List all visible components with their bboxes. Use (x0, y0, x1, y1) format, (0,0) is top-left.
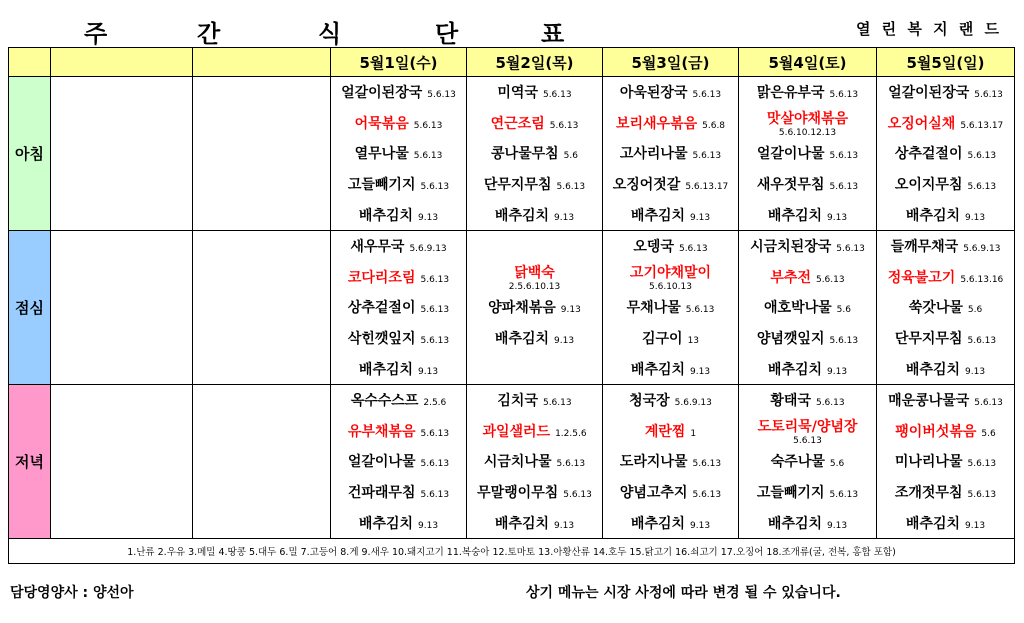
meal-row (9, 230, 1015, 384)
menu-item-name: 보리새우볶음 (615, 115, 698, 132)
menu-item-name: 오징어젓갈 (612, 177, 681, 194)
allergen-codes: 5.6.13 (967, 182, 997, 193)
menu-item (467, 507, 602, 538)
menu-item-name: 배추김치 (767, 515, 823, 532)
menu-item (877, 446, 1014, 477)
menu-item (603, 231, 738, 262)
allergen-codes: 5.6.13 (692, 459, 722, 470)
menu-item-name: 배추김치 (905, 515, 961, 532)
menu-item-name: 콩나물무침 (491, 146, 559, 163)
menu-item-name: 양파채볶음 (488, 300, 556, 317)
menu-item-name: 코다리조림 (347, 269, 416, 286)
menu-item-name: 맑은유부국 (756, 85, 825, 102)
title-char: 식 (318, 20, 342, 48)
allergen-codes: 5.6.9.13 (674, 398, 712, 409)
menu-item-name: 미나리나물 (894, 454, 963, 471)
menu-item-name: 무말랭이무침 (477, 485, 559, 502)
allergen-codes: 5.6 (563, 151, 578, 162)
menu-item (331, 292, 466, 323)
day-menu-cell (877, 77, 1015, 231)
day-menu-cell (331, 77, 467, 231)
title-char: 주 (84, 20, 108, 48)
menu-item (331, 77, 466, 108)
menu-item (467, 169, 602, 200)
menu-item (331, 138, 466, 169)
allergen-codes: 9.13 (560, 305, 581, 316)
allergen-codes: 5.6.13 (692, 490, 722, 501)
menu-item-name: 배추김치 (767, 207, 823, 224)
allergen-codes: 5.6 (836, 305, 851, 316)
allergen-codes: 5.6.13 (967, 459, 997, 470)
organization-name: 열 린 복 지 랜 드 (855, 20, 1002, 38)
menu-item (877, 292, 1014, 323)
menu-item (877, 108, 1014, 139)
allergen-codes: 5.6.13 (692, 90, 722, 101)
menu-item (603, 199, 738, 230)
allergen-codes: 9.13 (418, 520, 439, 531)
menu-item (603, 262, 738, 293)
day-menu-cell (739, 77, 877, 231)
menu-item (877, 262, 1014, 293)
menu-item-name: 배추김치 (630, 515, 686, 532)
title-char: 간 (197, 20, 221, 48)
menu-item (739, 292, 876, 323)
menu-item (739, 262, 876, 293)
menu-item-name: 연근조림 (490, 115, 545, 132)
allergen-codes: 9.13 (418, 366, 439, 377)
menu-item-name: 미역국 (497, 85, 538, 102)
day-menu-cell (467, 230, 603, 384)
header-blank (193, 48, 331, 77)
menu-item-name: 배추김치 (767, 361, 823, 378)
allergen-codes: 5.6.13 (542, 90, 572, 101)
menu-item (877, 477, 1014, 508)
day-menu-cell (603, 230, 739, 384)
menu-item-name: 배추김치 (905, 361, 961, 378)
day-header: 5월2일(목) (467, 48, 603, 77)
menu-item-name: 오뎅국 (633, 239, 674, 256)
menu-item-name: 닭백숙 (514, 264, 555, 281)
menu-item-name: 양념고추지 (619, 485, 688, 502)
menu-item-name: 정육불고기 (887, 269, 956, 286)
menu-item (603, 323, 738, 354)
menu-item (739, 108, 876, 139)
menu-item-name: 옥수수스프 (350, 393, 419, 410)
menu-item (739, 446, 876, 477)
day-menu-cell (603, 384, 739, 538)
allergen-codes: 5.6.13 (836, 244, 865, 255)
meal-label: 아침 (9, 77, 51, 231)
menu-item (739, 385, 876, 416)
allergen-codes: 5.6.13 (678, 244, 708, 255)
menu-item (467, 477, 602, 508)
menu-item-name: 고기야채말이 (629, 264, 712, 281)
menu-item-name: 계란찜 (644, 423, 686, 440)
menu-item (467, 353, 602, 384)
menu-item (603, 108, 738, 139)
menu-item-name: 얼갈이된장국 (888, 85, 970, 102)
menu-item-name: 오이지무침 (894, 177, 963, 194)
allergen-codes: 9.13 (690, 212, 711, 223)
menu-item-name: 배추김치 (630, 361, 686, 378)
allergen-codes: 5.6.13.16 (960, 274, 1004, 285)
allergen-codes: 5.6.13 (420, 490, 450, 501)
meal-label: 저녁 (9, 384, 51, 538)
day-menu-cell (603, 77, 739, 231)
menu-item-name: 황태국 (770, 393, 811, 410)
menu-item (877, 323, 1014, 354)
day-menu-cell (467, 77, 603, 231)
day-menu-cell (739, 230, 877, 384)
allergen-codes: 5.6.13 (420, 459, 450, 470)
blank-cell (51, 77, 193, 231)
allergen-codes: 5.6.13 (420, 305, 450, 316)
menu-item (603, 169, 738, 200)
menu-item (331, 477, 466, 508)
allergen-codes: 5.6.13 (413, 120, 443, 131)
menu-item (603, 507, 738, 538)
title-char: 표 (541, 20, 565, 48)
menu-item (877, 416, 1014, 447)
menu-item (467, 446, 602, 477)
allergen-codes: 5.6.13 (967, 151, 997, 162)
menu-item-name: 팽이버섯볶음 (895, 423, 977, 440)
menu-item-name: 고들빼기지 (756, 485, 825, 502)
allergen-codes: 5.6.10.13 (649, 281, 692, 292)
allergen-codes: 5.6.13 (413, 151, 443, 162)
menu-item-name: 배추김치 (494, 331, 550, 348)
menu-item (603, 353, 738, 384)
menu-item (467, 138, 602, 169)
menu-item (331, 231, 466, 262)
menu-item (331, 446, 466, 477)
allergen-codes: 2.5.6 (423, 398, 447, 409)
menu-item (331, 323, 466, 354)
menu-item-name: 유부채볶음 (347, 423, 416, 440)
allergy-row (9, 538, 1015, 563)
header-corner (9, 48, 51, 77)
menu-item-name: 매운콩나물국 (888, 393, 970, 410)
menu-item-name: 청국장 (629, 393, 670, 410)
allergen-codes: 5.6.10.12.13 (778, 127, 837, 138)
allergen-codes: 9.13 (827, 520, 848, 531)
blank-cell (193, 230, 331, 384)
menu-item (331, 108, 466, 139)
menu-item (739, 477, 876, 508)
allergen-codes: 9.13 (554, 212, 575, 223)
menu-item (467, 199, 602, 230)
menu-item (603, 446, 738, 477)
allergen-codes: 5.6 (981, 428, 996, 439)
menu-item-name: 단무지무침 (483, 177, 552, 194)
menu-item (331, 169, 466, 200)
allergen-codes: 1.2.5.6 (555, 428, 587, 439)
menu-item-name: 배추김치 (630, 207, 686, 224)
meal-row (9, 77, 1015, 231)
allergen-codes: 5.6.13 (829, 182, 859, 193)
menu-item (603, 292, 738, 323)
menu-item-name: 시금치된장국 (750, 239, 832, 256)
allergen-codes: 5.6.9.13 (409, 244, 447, 255)
menu-item (331, 416, 466, 447)
allergen-codes: 5.6.13 (692, 151, 722, 162)
allergen-codes: 5.6.13 (829, 336, 859, 347)
header-blank (51, 48, 193, 77)
menu-item (877, 507, 1014, 538)
menu-item (603, 138, 738, 169)
menu-item-name: 고들빼기지 (347, 177, 416, 194)
menu-item-name: 양념깻잎지 (756, 331, 825, 348)
day-header: 5월4일(토) (739, 48, 877, 77)
allergen-codes: 5.6.13 (420, 428, 450, 439)
blank-cell (51, 384, 193, 538)
menu-item (739, 169, 876, 200)
menu-change-notice: 상기 메뉴는 시장 사정에 따라 변경 될 수 있습니다. (526, 585, 841, 601)
menu-item-name: 시금치나물 (483, 454, 552, 471)
menu-item-name: 삭힌깻잎지 (347, 331, 416, 348)
allergen-codes: 9.13 (827, 212, 848, 223)
allergen-codes: 5.6.13.17 (685, 182, 729, 193)
menu-item-name: 아욱된장국 (619, 85, 688, 102)
allergen-codes: 9.13 (554, 520, 575, 531)
blank-cell (51, 230, 193, 384)
allergen-codes: 5.6.13 (793, 435, 822, 446)
allergy-note: 1.난류 2.우유 3.메밀 4.땅콩 5.대두 6.밀 7.고등어 8.게 9.새우 10.돼지고기 11.복숭아 12.토마토 13.아황산류 14.호두 15.닭고기 16.쇠고기 17.오징어 18.조개류(굴, 전복, 홍합 포함) (9, 538, 1015, 563)
menu-item (467, 416, 602, 447)
menu-item-name: 맛살야채볶음 (766, 110, 849, 127)
allergen-codes: 5.6.13 (420, 182, 450, 193)
menu-item-name: 애호박나물 (764, 300, 832, 317)
allergen-codes: 5.6.9.13 (963, 244, 1001, 255)
menu-item-name: 배추김치 (494, 515, 550, 532)
menu-item (467, 262, 602, 293)
menu-item-name: 새우무국 (350, 239, 405, 256)
dietitian-label: 담당영양사 : 양선아 (10, 585, 134, 601)
menu-item-name: 도라지나물 (619, 454, 688, 471)
menu-item (331, 385, 466, 416)
menu-item-name: 조개젓무침 (894, 485, 963, 502)
menu-item-name: 배추김치 (494, 207, 550, 224)
menu-item-name: 상추겉절이 (894, 146, 963, 163)
menu-item-name: 어묵볶음 (354, 115, 409, 132)
menu-item (331, 262, 466, 293)
allergen-codes: 5.6.13 (967, 336, 997, 347)
allergen-codes: 5.6.13 (420, 274, 450, 285)
allergen-codes: 5.6.13 (829, 490, 859, 501)
day-menu-cell (331, 230, 467, 384)
menu-item-name: 도토리묵/양념장 (757, 418, 858, 435)
menu-item-name: 들깨무채국 (890, 239, 959, 256)
allergen-codes: 5.6.8 (702, 120, 726, 131)
menu-item-name: 배추김치 (905, 207, 961, 224)
blank-cell (193, 384, 331, 538)
menu-item (467, 108, 602, 139)
day-menu-cell (877, 384, 1015, 538)
allergen-codes: 9.13 (554, 336, 575, 347)
allergen-codes: 5.6.13 (427, 90, 456, 101)
allergen-codes: 5.6.13.17 (960, 120, 1004, 131)
meal-row (9, 384, 1015, 538)
allergen-codes: 9.13 (965, 366, 986, 377)
menu-item (739, 199, 876, 230)
allergen-codes: 2.5.6.10.13 (508, 281, 561, 292)
menu-item-name: 새우젓무침 (756, 177, 825, 194)
menu-item (877, 353, 1014, 384)
menu-item (877, 199, 1014, 230)
menu-item (603, 385, 738, 416)
allergen-codes: 9.13 (690, 366, 711, 377)
menu-item (739, 138, 876, 169)
menu-item (739, 353, 876, 384)
allergen-codes: 5.6.13 (542, 398, 572, 409)
menu-item (603, 416, 738, 447)
menu-item (331, 199, 466, 230)
menu-item-name: 건파래무침 (347, 485, 416, 502)
menu-item (467, 77, 602, 108)
menu-item (331, 353, 466, 384)
menu-item (739, 416, 876, 447)
allergen-codes: 13 (687, 336, 700, 347)
menu-item (739, 323, 876, 354)
menu-item-name: 오징어실채 (887, 115, 956, 132)
allergen-codes: 5.6.13 (829, 151, 859, 162)
menu-item (739, 231, 876, 262)
menu-item (877, 385, 1014, 416)
allergen-codes: 9.13 (965, 212, 986, 223)
menu-item-name: 얼갈이된장국 (341, 85, 423, 102)
allergen-codes: 5.6.13 (815, 274, 845, 285)
header-row (9, 48, 1015, 77)
menu-item (331, 507, 466, 538)
menu-item (877, 77, 1014, 108)
menu-item-name: 배추김치 (358, 361, 414, 378)
allergen-codes: 5.6.13 (974, 398, 1003, 409)
allergen-codes: 1 (690, 428, 697, 439)
menu-item (877, 169, 1014, 200)
menu-item (467, 231, 602, 262)
menu-item (467, 385, 602, 416)
menu-item-name: 김구이 (641, 331, 683, 348)
allergen-codes: 5.6 (829, 459, 845, 470)
menu-item (467, 323, 602, 354)
meal-label: 점심 (9, 230, 51, 384)
allergen-codes: 5.6.13 (967, 490, 997, 501)
menu-item (603, 77, 738, 108)
menu-item-name: 쑥갓나물 (908, 300, 963, 317)
blank-cell (193, 77, 331, 231)
day-header: 5월1일(수) (331, 48, 467, 77)
allergen-codes: 5.6.13 (815, 398, 845, 409)
menu-item (877, 231, 1014, 262)
day-header: 5월5일(일) (877, 48, 1015, 77)
menu-item (739, 507, 876, 538)
allergen-codes: 5.6.13 (420, 336, 450, 347)
menu-item-name: 과일샐러드 (482, 423, 551, 440)
menu-item-name: 배추김치 (358, 515, 414, 532)
menu-item-name: 단무지무침 (894, 331, 963, 348)
menu-item-name: 고사리나물 (619, 146, 688, 163)
day-menu-cell (467, 384, 603, 538)
menu-item-name: 무채나물 (626, 300, 681, 317)
menu-item (877, 138, 1014, 169)
menu-item-name: 상추겉절이 (347, 300, 416, 317)
allergen-codes: 5.6.13 (563, 490, 592, 501)
allergen-codes: 9.13 (965, 520, 986, 531)
allergen-codes: 9.13 (418, 212, 439, 223)
menu-item-name: 김치국 (497, 393, 538, 410)
day-menu-cell (331, 384, 467, 538)
menu-item-name: 배추김치 (358, 207, 414, 224)
allergen-codes: 5.6.13 (974, 90, 1003, 101)
allergen-codes: 5.6.13 (556, 182, 586, 193)
allergen-codes: 5.6.13 (829, 90, 859, 101)
menu-item-name: 부추전 (770, 269, 811, 286)
weekly-menu-table (8, 47, 1015, 564)
title-char: 단 (435, 20, 459, 48)
menu-item (739, 77, 876, 108)
allergen-codes: 9.13 (690, 520, 711, 531)
menu-item-name: 얼갈이나물 (347, 454, 416, 471)
day-header: 5월3일(금) (603, 48, 739, 77)
menu-item-name: 얼갈이나물 (756, 146, 825, 163)
day-menu-cell (877, 230, 1015, 384)
menu-item (603, 477, 738, 508)
allergen-codes: 5.6 (967, 305, 983, 316)
allergen-codes: 5.6.13 (556, 459, 586, 470)
allergen-codes: 9.13 (827, 366, 848, 377)
allergen-codes: 5.6.13 (685, 305, 715, 316)
allergen-codes: 5.6.13 (549, 120, 579, 131)
menu-item-name: 숙주나물 (770, 454, 825, 471)
menu-item (467, 292, 602, 323)
day-menu-cell (739, 384, 877, 538)
menu-item-name: 열무나물 (354, 146, 409, 163)
